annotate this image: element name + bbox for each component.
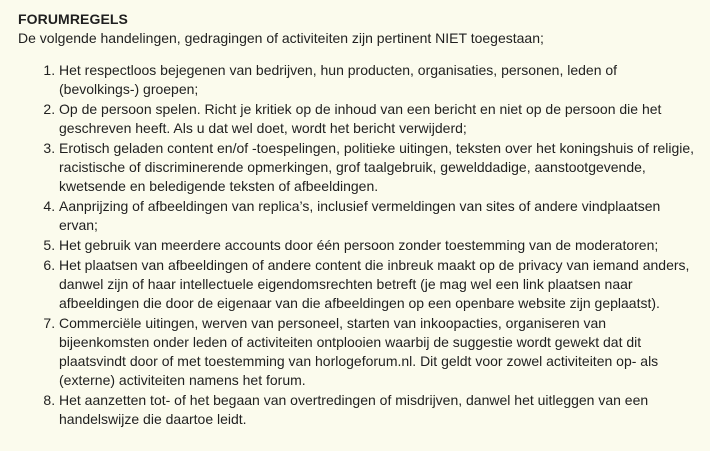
rule-item: 3. Erotisch geladen content en/of -toespelingen, politieke uitingen, teksten over het koningshuis of religie, racistische of discriminerende opmerkingen, grof taalgebruik, gewelddadige, aanstootgevende, kwetsende en beledigende teksten of afbeeldingen. xyxy=(59,139,700,196)
rules-title: FORUMREGELS xyxy=(18,11,128,27)
rule-item: 1. Het respectloos bejegenen van bedrijven, hun producten, organisaties, personen, leden of (bevolkings-) groepen; xyxy=(59,61,700,99)
rule-item: 2. Op de persoon spelen. Richt je kritiek op de inhoud van een bericht en niet op de persoon die het geschreven heeft. Als u dat wel doet, wordt het bericht verwijderd; xyxy=(59,100,700,138)
rule-item: 4. Aanprijzing of afbeeldingen van replica’s, inclusief vermeldingen van sites of andere vindplaatsen ervan; xyxy=(59,197,700,235)
rules-list xyxy=(18,61,700,429)
rule-item: 6. Het plaatsen van afbeeldingen of andere content die inbreuk maakt op de privacy van iemand anders, danwel zijn of haar intellectuele eigendomsrechten betreft (je mag wel een link plaatsen naar afbeeldingen die door de eigenaar van die afbeeldingen op een openbare website zijn geplaatst). xyxy=(59,256,700,313)
rule-item: 5. Het gebruik van meerdere accounts door één persoon zonder toestemming van de moderatoren; xyxy=(59,236,700,255)
rule-item: 8. Het aanzetten tot- of het begaan van overtredingen of misdrijven, danwel het uitleggen van een handelswijze die daartoe leidt. xyxy=(59,391,700,429)
rule-item: 7. Commerciële uitingen, werven van personeel, starten van inkoopacties, organiseren van bijeenkomsten onder leden of activiteiten ontplooien waarbij de suggestie wordt gewekt dat dit plaatsvindt door of met toestemming van horlogeforum.nl. Dit geldt voor zowel activiteiten op- als (externe) activiteiten namens het forum. xyxy=(59,314,700,390)
rules-intro: De volgende handelingen, gedragingen of activiteiten zijn pertinent NIET toegestaan; xyxy=(18,30,544,46)
